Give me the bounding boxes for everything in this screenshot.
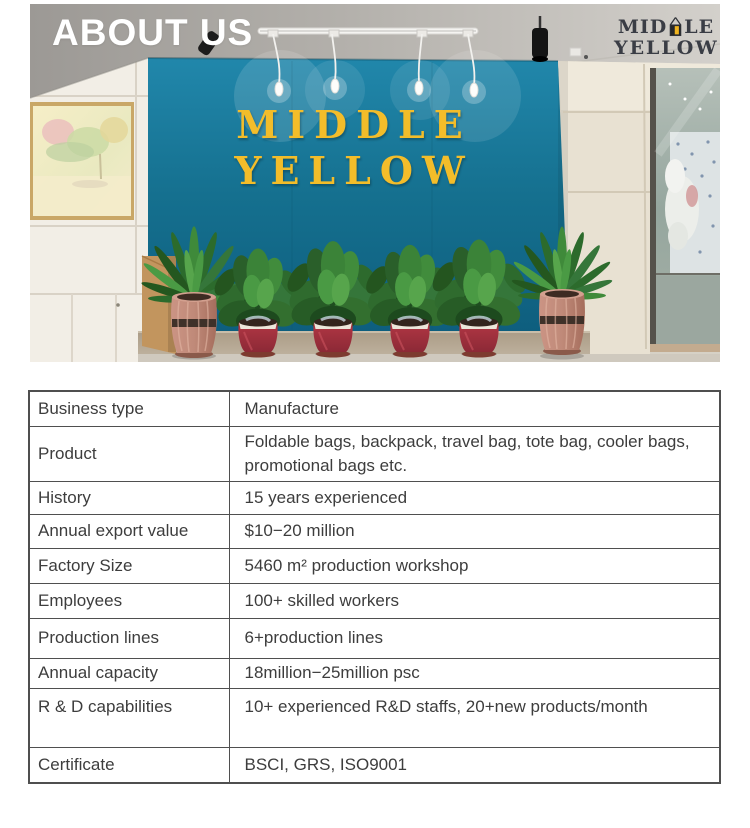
row-value: 10+ experienced R&D staffs, 20+new products/month [229, 688, 720, 747]
company-photo [30, 4, 720, 362]
brand-logo [614, 16, 718, 58]
glass-showcase [650, 68, 720, 362]
logo-text-pre: MID [617, 16, 668, 38]
table-row [29, 514, 720, 548]
row-value: 5460 m² production workshop [229, 548, 720, 583]
row-value: 100+ skilled workers [229, 583, 720, 618]
table-row [29, 426, 720, 481]
row-value: Manufacture [229, 391, 720, 426]
row-value: 6+production lines [229, 618, 720, 658]
company-info-table [28, 390, 721, 784]
row-label: Annual capacity [29, 658, 229, 688]
table-row [29, 583, 720, 618]
table-row [29, 391, 720, 426]
row-label: Annual export value [29, 514, 229, 548]
row-value: Foldable bags, backpack, travel bag, tote bag, cooler bags, promotional bags etc. [229, 426, 720, 481]
row-value: 18million−25million psc [229, 658, 720, 688]
row-value: 15 years experienced [229, 481, 720, 514]
brand-logo-line1 [614, 16, 718, 37]
row-label: Product [29, 426, 229, 481]
framed-painting [30, 102, 134, 220]
wall-sign-line1: MIDDLE [236, 102, 472, 147]
logo-text-post: LE [684, 16, 715, 38]
shopping-bag-icon [668, 16, 683, 37]
row-label: Production lines [29, 618, 229, 658]
row-value: BSCI, GRS, ISO9001 [229, 747, 720, 783]
table-row [29, 747, 720, 783]
row-label: Certificate [29, 747, 229, 783]
row-label: R & D capabilities [29, 688, 229, 747]
row-label: Employees [29, 583, 229, 618]
wall-sign [148, 102, 560, 194]
row-label: History [29, 481, 229, 514]
row-label: Business type [29, 391, 229, 426]
page-title: ABOUT US [52, 12, 254, 53]
table-row [29, 481, 720, 514]
row-value: $10−20 million [229, 514, 720, 548]
table-row [29, 658, 720, 688]
table-row [29, 688, 720, 747]
table-row [29, 618, 720, 658]
row-label: Factory Size [29, 548, 229, 583]
table-row [29, 548, 720, 583]
wall-sign-line2: YELLOW [234, 148, 474, 193]
brand-logo-line2: YELLOW [614, 37, 719, 59]
